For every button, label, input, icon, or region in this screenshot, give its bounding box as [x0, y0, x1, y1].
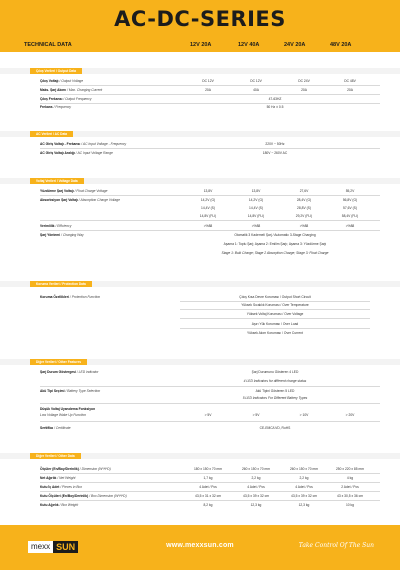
model-24v20a: 24V 20A	[284, 42, 306, 48]
cell: 8,2 kg	[203, 503, 213, 507]
charging-way-line-1: Otomatik 3 Kademeli Şarj / Automatic 3-Stage Charging	[234, 233, 316, 237]
cell: 58,4V (FLI)	[341, 214, 359, 218]
cell: >%88	[203, 224, 213, 228]
cell: 43,5 x 31 x 32 cm	[194, 494, 222, 498]
model-48v20a: 48V 20A	[330, 42, 352, 48]
label-tr: Sertifika	[40, 426, 54, 430]
label-en: / Net Weight	[57, 476, 76, 480]
label-tr: Koruma Özellikleri	[40, 295, 69, 299]
section-band-output	[0, 68, 400, 74]
cell: >%88	[299, 224, 309, 228]
website-link[interactable]: www.mexxsun.com	[166, 542, 234, 549]
section-band-voltage	[0, 178, 400, 184]
divider	[40, 230, 380, 231]
label-en: / Battery Type Selection	[65, 389, 101, 393]
cell: 14,4V (S)	[201, 206, 215, 210]
divider	[40, 482, 380, 483]
label-en: / Output Voltage	[59, 79, 84, 83]
section-title-protection: Koruma Verileri / Protection Data	[30, 281, 92, 287]
cell: 14,8V (FLI)	[247, 214, 265, 218]
cell: 12,3 kg	[298, 503, 310, 507]
cell: 14,8V (FLI)	[199, 214, 217, 218]
cell: >%88	[345, 224, 355, 228]
divider	[40, 103, 380, 104]
label-tr: Net Ağırlık	[40, 476, 57, 480]
page-title: AC-DC-SERIES	[114, 7, 286, 31]
divider	[40, 85, 380, 86]
divider	[40, 403, 380, 404]
spanning-value: 50 Hz ± 0.5	[266, 105, 284, 109]
label-en: / Dimension (W*H*D)	[79, 467, 111, 471]
divider	[40, 473, 380, 474]
label-tr: Yüzdürme Şarj Voltajı	[40, 189, 74, 193]
divider	[180, 309, 370, 310]
label-tr: Akü Tipi Seçimi	[40, 389, 65, 393]
cell: > 5V	[252, 413, 260, 417]
brand-logo-part-a: mexx	[28, 541, 53, 553]
cell: 29,2V (FLI)	[295, 214, 313, 218]
led-line-1: Şarj Durumunu Gösteren 4 LED	[251, 370, 299, 374]
cell: 40A	[253, 88, 259, 92]
cell: 28,8V (S)	[297, 206, 311, 210]
section-title-output: Çıkış Verileri / Output Data	[30, 68, 82, 74]
section-band-other-data	[0, 453, 400, 459]
label-tr: AC Giriş Voltajı - Frekansı	[40, 142, 81, 146]
protection-line: Yüksek Sıcaklık Koruması / Over Temperature	[241, 303, 309, 307]
cell: 2,2 kg	[251, 476, 261, 480]
cell: > 20V	[345, 413, 355, 417]
protection-line: Yüksek Akım Koruması / Over Current	[247, 331, 303, 335]
technical-data-heading: TECHNICAL DATA	[24, 42, 72, 48]
protection-line: Aşırı Yük Koruması / Over Load	[251, 322, 299, 326]
cell: DC 12V	[250, 79, 262, 83]
cell: > 10V	[299, 413, 309, 417]
cell: 14,2V (G)	[248, 198, 264, 202]
cell: 28,4V (G)	[296, 198, 312, 202]
cell: 27,6V	[299, 189, 309, 193]
cell: 4 Adet / Pcs	[247, 485, 265, 489]
label-en: / Max. Charging Current	[67, 88, 103, 92]
cell: 260 x 150 x 70 mm	[241, 467, 271, 471]
divider	[40, 195, 380, 196]
cell: 43 x 30,5 x 36 cm	[336, 494, 364, 498]
divider	[180, 318, 370, 319]
footer-bar	[0, 525, 400, 570]
divider	[40, 491, 380, 492]
label-en: / Pieces in Box	[60, 485, 83, 489]
label-en: / Frequency	[53, 105, 71, 109]
cell: 14,2V (G)	[200, 198, 216, 202]
cell: >%88	[251, 224, 261, 228]
label-tr: Çıkış Frekansı	[40, 97, 63, 101]
cell: 4 kg	[346, 476, 354, 480]
label-tr: Maks. Şarj Akımı	[40, 88, 67, 92]
section-title-ac: AC Verileri / AC Data	[30, 131, 73, 137]
label-tr: Şarj Yöntemi	[40, 233, 61, 237]
label-en: / Box Weight	[59, 503, 79, 507]
cell: DC 48V	[344, 79, 356, 83]
label-tr: Çıkış Voltajı	[40, 79, 59, 83]
label-en: / Float Charge Voltage	[74, 189, 108, 193]
divider	[180, 301, 370, 302]
label-en: / AC Input Voltage Range	[75, 151, 113, 155]
cell: 12,3 kg	[250, 503, 262, 507]
cell: 13,8V	[203, 189, 213, 193]
label-tr: AC Giriş Voltajı Aralığı	[40, 151, 75, 155]
label-tr: Absorbsiyon Şarj Voltajı	[40, 198, 78, 202]
divider	[40, 500, 380, 501]
cell: 260 x 150 x 70 mm	[289, 467, 319, 471]
label-en: / Absorption Charge Voltage	[78, 198, 120, 202]
header-bar	[0, 0, 400, 52]
label-en: / AC Input Voltage - Frequency	[81, 142, 127, 146]
spanning-value: 220V ~ 50Hz	[265, 142, 285, 146]
section-title-other: Diğer Verileri / Other Features	[30, 359, 87, 365]
model-12v40a: 12V 40A	[238, 42, 260, 48]
divider	[40, 386, 380, 387]
label-tr: Frekans	[40, 105, 53, 109]
protection-line: Çıkış Kısa Devre Koruması / Output Short Circuit	[239, 295, 311, 299]
label-en: Low Voltage Wake Up Function	[40, 413, 86, 417]
cell: 56,8V (G)	[342, 198, 358, 202]
cell: 55,2V	[345, 189, 355, 193]
led-line-2: 4 LED Indicators for different charge status	[243, 379, 307, 383]
divider	[180, 328, 370, 329]
cell: 1,7 kg	[203, 476, 213, 480]
cell: 20A	[301, 88, 307, 92]
cell: 180 x 150 x 70 mm	[193, 467, 223, 471]
battery-line-1: Akü Tipini Gösteren 5 LED	[255, 389, 295, 393]
battery-line-2: 5 LED Indicators For Different Battery Types	[242, 396, 308, 400]
spanning-value: 47-63HZ	[268, 97, 282, 101]
cell: 43,5 x 39 x 32 cm	[242, 494, 270, 498]
charging-way-line-3: Stage 1: Bulk Charge; Stage 2 Absorption Charge; Stage 3: Float Charge	[221, 251, 329, 255]
cell: 20A	[205, 88, 211, 92]
section-band-protection	[0, 281, 400, 287]
cell: DC 12V	[202, 79, 214, 83]
label-tr: Kutu Ağırlık	[40, 503, 59, 507]
cell: 4 Adet / Pcs	[295, 485, 313, 489]
brand-logo-part-b: SUN	[53, 541, 78, 553]
cell: 4 Adet / Pcs	[199, 485, 217, 489]
spanning-value: CE-EMC/LVD, RoHS	[259, 426, 291, 430]
protection-line: Yüksek Voltaj Koruması / Over Voltage	[246, 312, 304, 316]
cell: 250 x 220 x 85 mm	[335, 467, 365, 471]
label-en: / Certificate	[53, 426, 71, 430]
section-title-voltage: Voltaj Verileri / Voltage Data	[30, 178, 84, 184]
model-12v20a: 12V 20A	[190, 42, 212, 48]
label-tr: Kutu İç Adet	[40, 485, 60, 489]
label-en: / Efficiency	[55, 224, 72, 228]
cell: 43,5 x 39 x 32 cm	[290, 494, 318, 498]
divider	[40, 94, 380, 95]
label-tr: Verimlilik	[40, 224, 55, 228]
cell: 20A	[347, 88, 353, 92]
cell: > 5V	[204, 413, 212, 417]
cell: DC 24V	[298, 79, 310, 83]
label-tr: Şarj Durum Göstergesi	[40, 370, 76, 374]
section-title-other-data: Diğer Verileri / Other Data	[30, 453, 81, 459]
section-band-ac	[0, 131, 400, 137]
charging-way-line-2: Aşama 1: Toplu Şarj; Aşama 2: Emilim Şarjı; Aşama 3: Yüzdürme Şarjı	[223, 242, 327, 246]
divider	[40, 148, 380, 149]
label-en: / Charging Way	[61, 233, 84, 237]
cell: 2 Adet / Pcs	[341, 485, 359, 489]
divider	[40, 421, 380, 422]
label-tr: Düşük Voltaj Uyandırma Fonksiyon	[40, 407, 96, 411]
cell: 2,2 kg	[299, 476, 309, 480]
label-en: / Protection Function	[69, 295, 101, 299]
cell: 13,8V	[251, 189, 261, 193]
cell: 14,4V (S)	[249, 206, 263, 210]
label-tr: Ölçüler (En/Boy/Derinlik)	[40, 467, 79, 471]
label-en: / LED indicator	[76, 370, 99, 374]
section-band-other	[0, 359, 400, 365]
cell: 10 kg	[345, 503, 355, 507]
label-tr: Kutu Ölçüleri (En/Boy/Derinlik)	[40, 494, 89, 498]
cell: 57,6V (S)	[343, 206, 357, 210]
label-en: / Box Dimension (W*H*D)	[89, 494, 127, 498]
brand-slogan: Take Control Of The Sun	[298, 542, 374, 549]
divider	[40, 220, 380, 221]
label-en: / Output Frequency	[63, 97, 92, 101]
spanning-value: 180V ~ 260V AC	[262, 151, 288, 155]
